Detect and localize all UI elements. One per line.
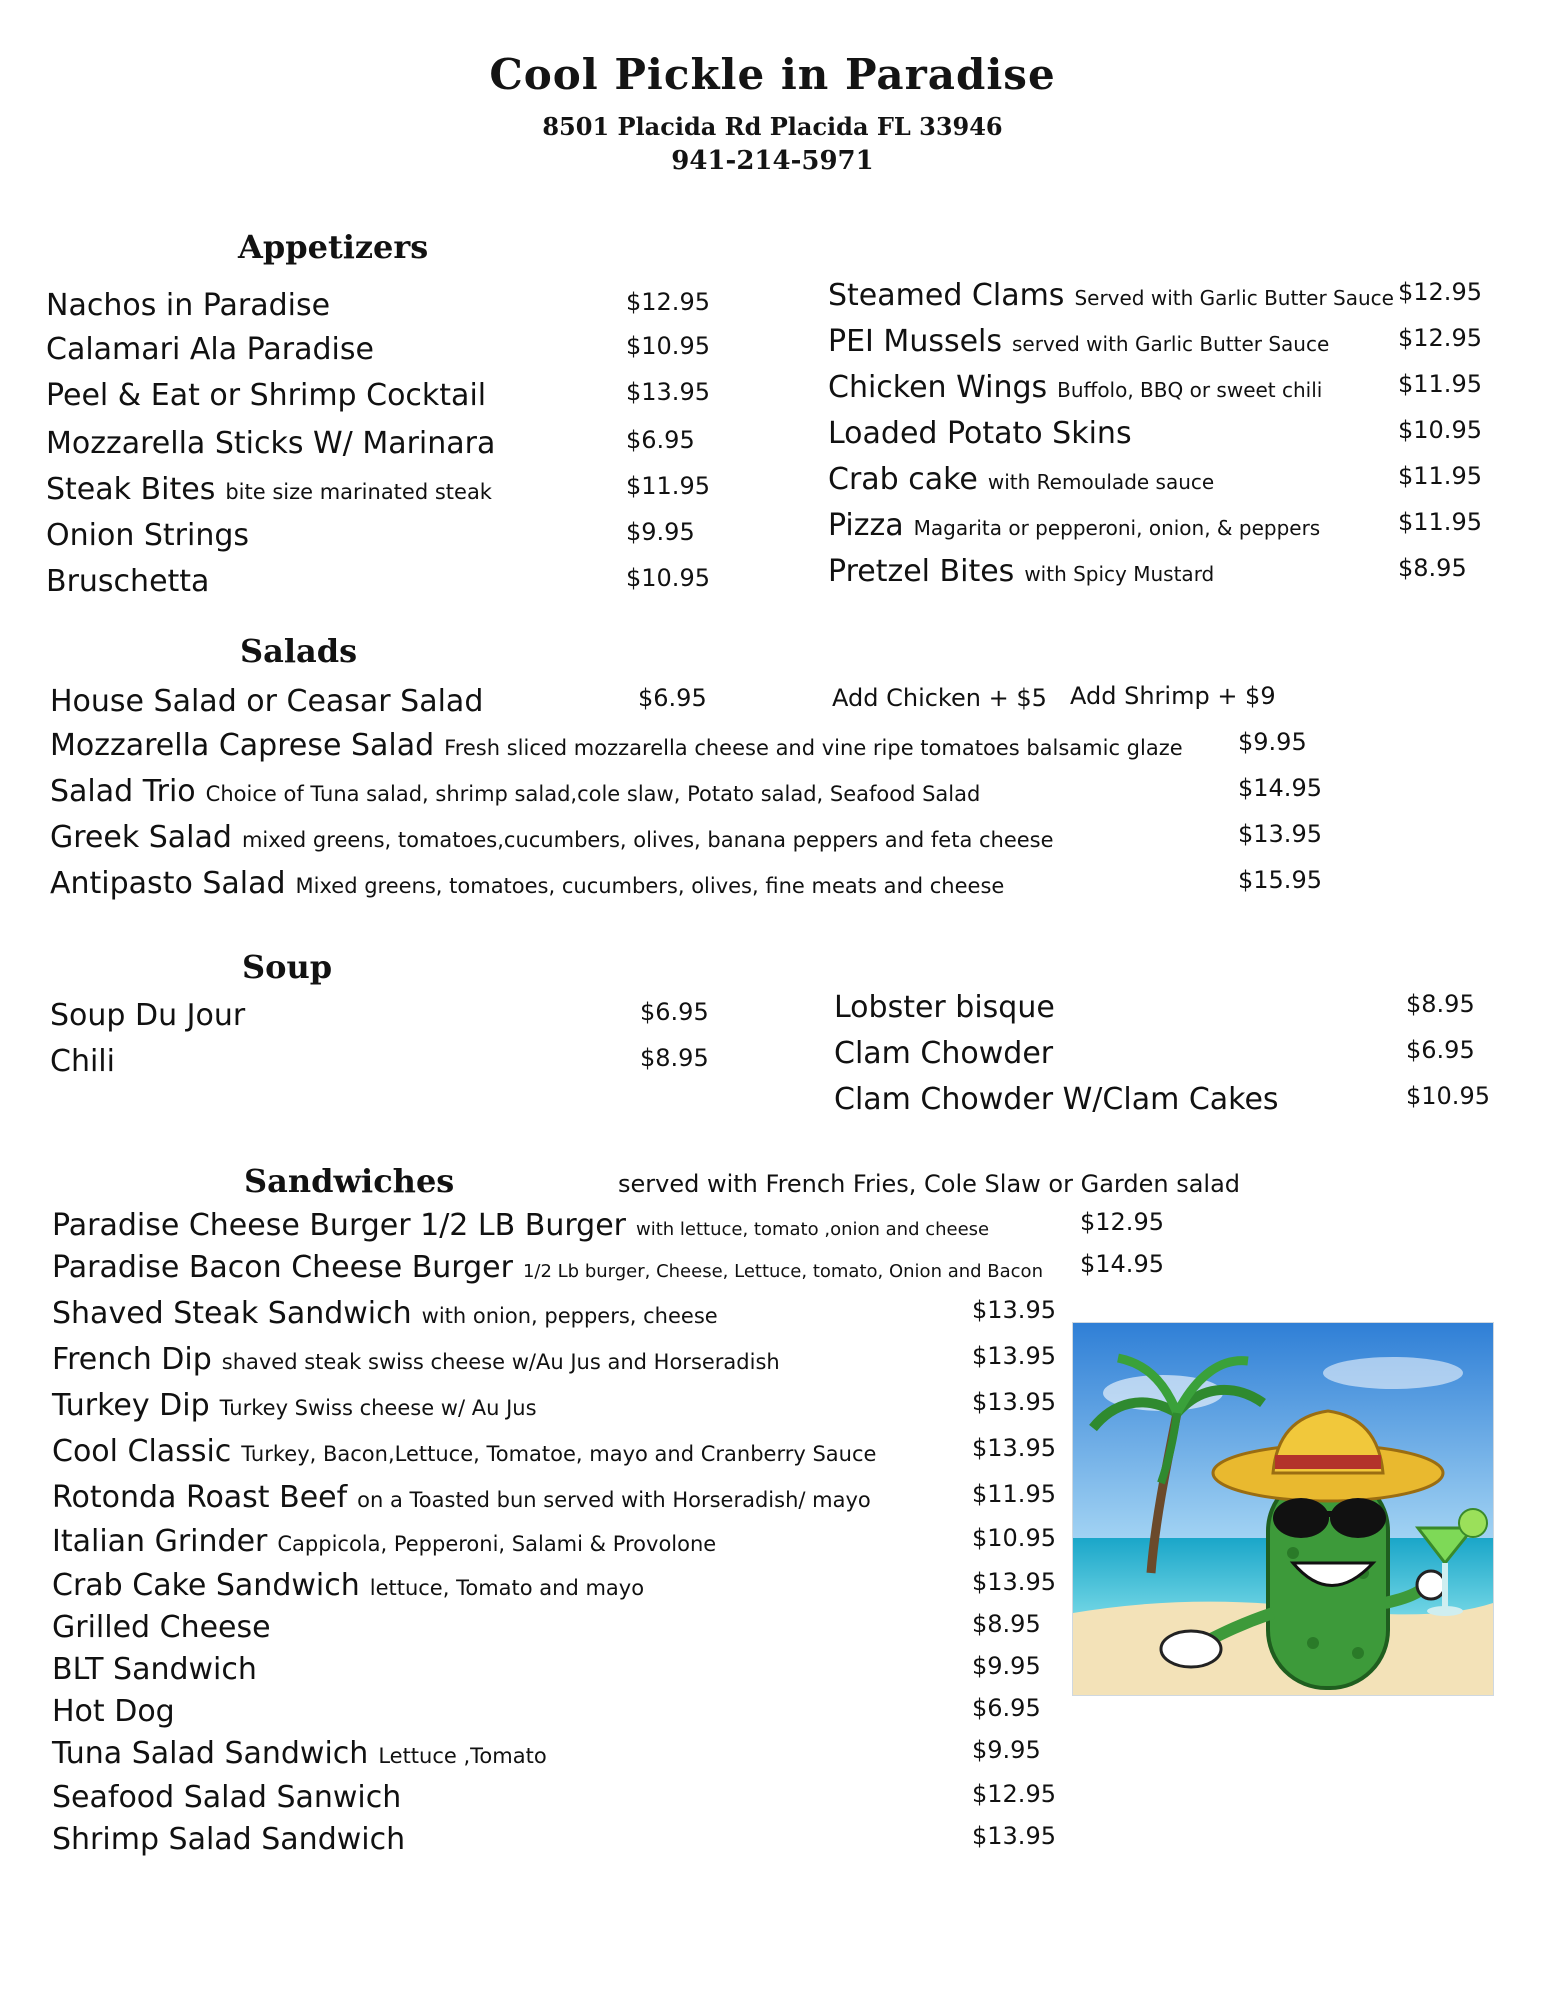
menu-item [52,1568,1072,1610]
menu-item [834,1082,1494,1124]
item-name: Calamari Ala Paradise [46,332,374,367]
item-price: $13.95 [972,1822,1056,1850]
item-description: Fresh sliced mozzarella cheese and vine ripe tomatoes balsamic glaze [444,736,1183,760]
menu-item [46,332,710,374]
menu-item [50,820,1350,862]
item-description: with lettuce, tomato ,onion and cheese [636,1219,990,1240]
appetizers-heading: Appetizers [238,228,429,266]
item-name: Paradise Bacon Cheese Burger 1/2 Lb burger, Cheese, Lettuce, tomato, Onion and Bacon [52,1250,1043,1285]
item-description: on a Toasted bun served with Horseradish/ mayo [357,1488,871,1512]
item-price: $10.95 [626,332,710,360]
item-description: Buffolo, BBQ or sweet chili [1057,378,1323,402]
item-price: $11.95 [1398,462,1482,490]
item-price: $9.95 [626,518,695,546]
item-name: Onion Strings [46,518,250,553]
item-name: Italian Grinder Cappicola, Pepperoni, Salami & Provolone [52,1524,717,1559]
item-name: Seafood Salad Sanwich [52,1780,402,1815]
item-name: Greek Salad mixed greens, tomatoes,cucumbers, olives, banana peppers and feta cheese [50,820,1054,855]
item-price: $13.95 [626,378,710,406]
menu-item [52,1524,1072,1566]
menu-item [46,378,710,420]
item-name: Hot Dog [52,1694,175,1729]
menu-item [828,278,1488,320]
item-name: Shaved Steak Sandwich with onion, peppers, cheese [52,1296,718,1331]
item-description: Turkey Swiss cheese w/ Au Jus [219,1396,537,1420]
item-price: $13.95 [972,1388,1056,1416]
menu-item [52,1610,1072,1652]
restaurant-address: 8501 Placida Rd Placida FL 33946 [542,112,1003,141]
menu-item [50,728,1350,770]
item-name: Turkey Dip Turkey Swiss cheese w/ Au Jus [52,1388,537,1423]
item-description: Choice of Tuna salad, shrimp salad,cole slaw, Potato salad, Seafood Salad [205,782,981,806]
item-description: shaved steak swiss cheese w/Au Jus and Horseradish [221,1350,780,1374]
menu-item [50,684,1350,726]
item-name: Rotonda Roast Beef on a Toasted bun served with Horseradish/ mayo [52,1480,871,1515]
item-price: $15.95 [1238,866,1322,894]
item-name: French Dip shaved steak swiss cheese w/Au Jus and Horseradish [52,1342,780,1377]
item-price: $11.95 [626,472,710,500]
menu-item [828,554,1488,596]
menu-item [52,1342,1072,1384]
item-name: Paradise Cheese Burger 1/2 LB Burger with lettuce, tomato ,onion and cheese [52,1208,990,1243]
sandwiches-heading: Sandwiches [244,1162,455,1200]
add-chicken-note: Add Chicken + $5 [832,684,1047,712]
menu-item [52,1434,1072,1476]
menu-item [46,472,710,514]
item-price: $11.95 [1398,370,1482,398]
sandwiches-sides-note: served with French Fries, Cole Slaw or Garden salad [618,1170,1241,1198]
item-price: $12.95 [972,1780,1056,1808]
menu-item [52,1652,1072,1694]
menu-item [828,416,1488,458]
item-name: Steak Bites bite size marinated steak [46,472,492,507]
item-price: $6.95 [1406,1036,1475,1064]
item-price: $6.95 [640,998,709,1026]
item-name: Bruschetta [46,564,210,599]
menu-item [52,1822,1072,1864]
item-name: Grilled Cheese [52,1610,271,1645]
item-price: $8.95 [1398,554,1467,582]
item-name: Soup Du Jour [50,998,246,1033]
item-price: $6.95 [626,426,695,454]
item-price: $10.95 [972,1524,1056,1552]
item-price: $13.95 [972,1434,1056,1462]
menu-item [50,998,710,1040]
item-name: Antipasto Salad Mixed greens, tomatoes, cucumbers, olives, fine meats and cheese [50,866,1005,901]
item-name: Cool Classic Turkey, Bacon,Lettuce, Tomatoe, mayo and Cranberry Sauce [52,1434,877,1469]
item-description: Cappicola, Pepperoni, Salami & Provolone [277,1532,717,1556]
item-name: Tuna Salad Sandwich Lettuce ,Tomato [52,1736,547,1771]
menu-item [52,1736,1072,1778]
soup-heading: Soup [242,948,333,986]
pickle-mascot-illustration [1072,1322,1494,1696]
item-price: $12.95 [1398,278,1482,306]
item-price: $8.95 [1406,990,1475,1018]
item-description: with onion, peppers, cheese [421,1304,718,1328]
item-name: Crab cake with Remoulade sauce [828,462,1215,497]
item-price: $13.95 [1238,820,1322,848]
menu-item [828,370,1488,412]
menu-item [834,1036,1494,1078]
item-description: Turkey, Bacon,Lettuce, Tomatoe, mayo and Cranberry Sauce [241,1442,877,1466]
restaurant-phone: 941-214-5971 [671,146,874,176]
item-price: $12.95 [1080,1208,1164,1236]
item-name: BLT Sandwich [52,1652,257,1687]
item-name: Chili [50,1044,115,1079]
item-description: served with Garlic Butter Sauce [1012,332,1330,356]
restaurant-name: Cool Pickle in Paradise [489,50,1056,99]
menu-item [828,462,1488,504]
item-name: Pizza Magarita or pepperoni, onion, & peppers [828,508,1321,543]
item-description: Lettuce ,Tomato [378,1744,547,1768]
menu-item [50,774,1350,816]
item-description: Mixed greens, tomatoes, cucumbers, olives, fine meats and cheese [295,874,1005,898]
item-price: $10.95 [626,564,710,592]
item-name: Clam Chowder [834,1036,1054,1071]
item-price: $9.95 [972,1736,1041,1764]
menu-item [52,1780,1072,1822]
menu-item [52,1208,1164,1250]
item-price: $6.95 [638,684,707,712]
menu-item [828,324,1488,366]
item-price: $14.95 [1080,1250,1164,1278]
item-price: $6.95 [972,1694,1041,1722]
item-description: mixed greens, tomatoes,cucumbers, olives, banana peppers and feta cheese [241,828,1054,852]
item-name: Steamed Clams Served with Garlic Butter Sauce [828,278,1394,313]
item-name: Nachos in Paradise [46,288,331,323]
item-price: $9.95 [972,1652,1041,1680]
item-description: with Remoulade sauce [987,470,1215,494]
item-price: $10.95 [1398,416,1482,444]
item-description: with Spicy Mustard [1024,562,1215,586]
item-price: $13.95 [972,1342,1056,1370]
item-description: lettuce, Tomato and mayo [369,1576,645,1600]
menu-item [46,564,710,606]
item-price: $12.95 [626,288,710,316]
item-description: Served with Garlic Butter Sauce [1074,286,1394,310]
menu-item [828,508,1488,550]
item-name: PEI Mussels served with Garlic Butter Sauce [828,324,1330,359]
item-name: Salad Trio Choice of Tuna salad, shrimp salad,cole slaw, Potato salad, Seafood Salad [50,774,981,809]
item-name: Mozzarella Sticks W/ Marinara [46,426,496,461]
item-name: Crab Cake Sandwich lettuce, Tomato and mayo [52,1568,645,1603]
item-name: Clam Chowder W/Clam Cakes [834,1082,1279,1117]
item-price: $9.95 [1238,728,1307,756]
item-price: $13.95 [972,1296,1056,1324]
pickle-mascot-icon [1073,1323,1493,1695]
menu-item [46,518,706,560]
item-name: Lobster bisque [834,990,1055,1025]
item-price: $13.95 [972,1568,1056,1596]
item-price: $8.95 [640,1044,709,1072]
menu-item [52,1694,1072,1736]
item-price: $8.95 [972,1610,1041,1638]
item-description: Magarita or pepperoni, onion, & peppers [913,516,1321,540]
menu-item [50,1044,710,1086]
add-shrimp-note: Add Shrimp + $9 [1070,682,1276,710]
menu-item [46,288,710,330]
menu-item [52,1250,1164,1292]
item-description: 1/2 Lb burger, Cheese, Lettuce, tomato, Onion and Bacon [522,1261,1043,1282]
salads-heading: Salads [240,632,358,670]
menu-item [50,866,1350,908]
menu-item [52,1296,1072,1338]
menu-item [834,990,1494,1032]
item-price: $14.95 [1238,774,1322,802]
menu-item [46,426,706,468]
item-name: Pretzel Bites with Spicy Mustard [828,554,1215,589]
item-description: bite size marinated steak [225,480,492,504]
item-price: $11.95 [1398,508,1482,536]
item-price: $12.95 [1398,324,1482,352]
item-name: Chicken Wings Buffolo, BBQ or sweet chili [828,370,1323,405]
item-name: House Salad or Ceasar Salad [50,684,484,719]
menu-item [52,1480,1072,1522]
item-name: Mozzarella Caprese Salad Fresh sliced mozzarella cheese and vine ripe tomatoes balsamic glaze [50,728,1183,763]
item-name: Peel & Eat or Shrimp Cocktail [46,378,487,413]
item-name: Loaded Potato Skins [828,416,1132,451]
menu-item [52,1388,1072,1430]
item-name: Shrimp Salad Sandwich [52,1822,406,1857]
item-price: $11.95 [972,1480,1056,1508]
item-price: $10.95 [1406,1082,1490,1110]
